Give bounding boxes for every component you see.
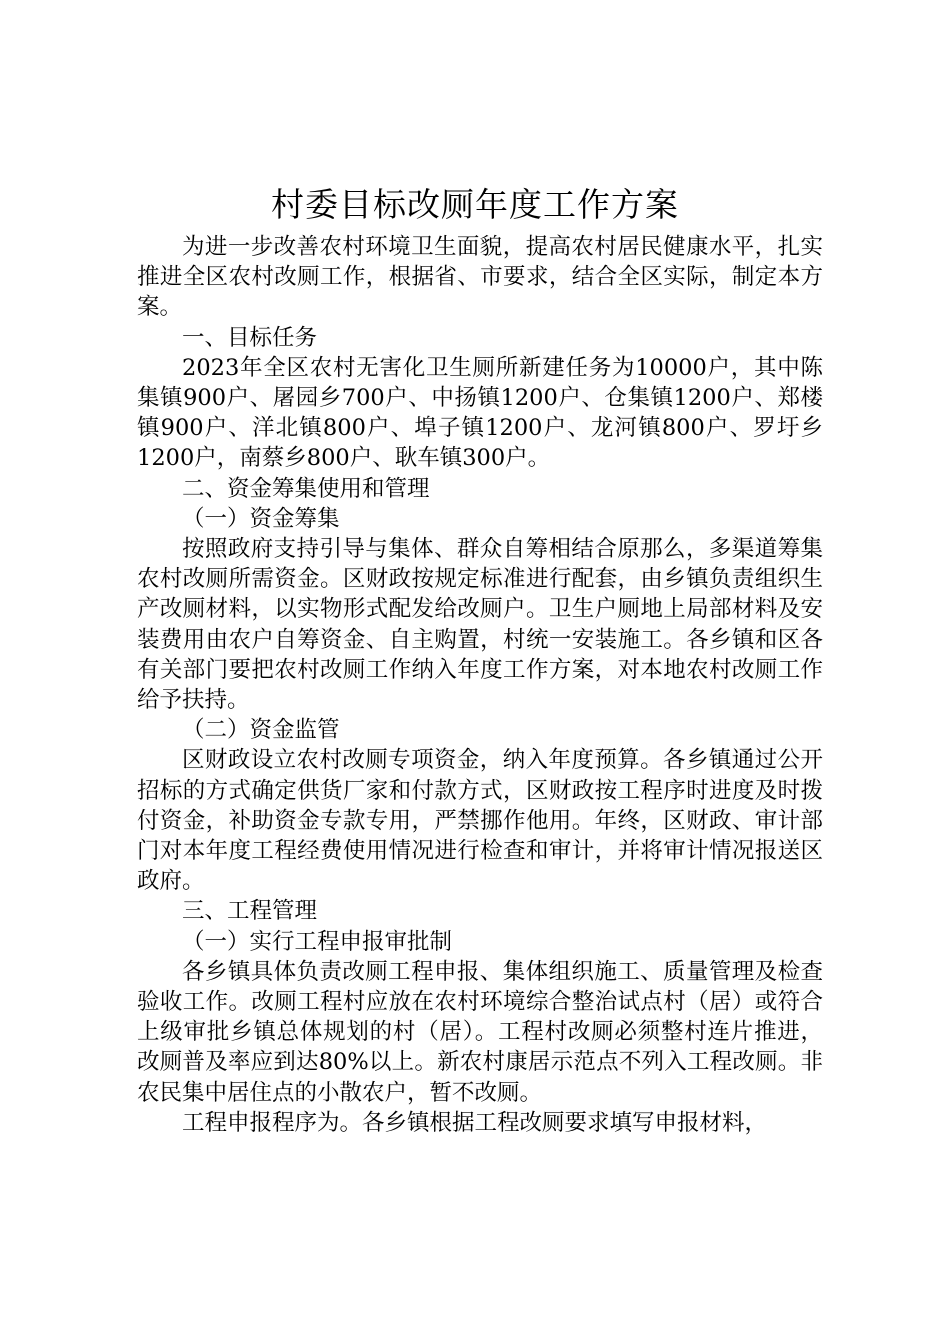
subheading-approval-system: （一）实行工程申报审批制 [182,928,453,955]
document-body [137,232,823,1138]
subheading-fund-supervision: （二）资金监管 [182,717,340,744]
heading-funds: 二、资金筹集使用和管理 [182,475,430,502]
heading-targets: 一、目标任务 [182,324,318,351]
heading-project-management: 三、工程管理 [182,898,318,925]
paragraph-fund-raising: 按照政府支持引导与集体、群众自筹相结合原那么，多渠道筹集农村改厕所需资金。区财政按规定标准进行配套，由乡镇负责组织生产改厕材料，以实物形式配发给改厕户。卫生户厕地上局部材料及安装费用由农户自筹资金、自主购置，村统一安装施工。各乡镇和区各有关部门要把农村改厕工作纳入年度工作方案，对本地农村改厕工作给予扶持。 [137,536,823,714]
document-title: 村委目标改厕年度工作方案 [271,185,679,224]
paragraph-approval-system: 各乡镇具体负责改厕工程申报、集体组织施工、质量管理及检查验收工作。改厕工程村应放在农村环境综合整治试点村（居）或符合上级审批乡镇总体规划的村（居）。工程村改厕必须整村连片推进，改厕普及率应到达80%以上。新农村康居示范点不列入工程改厕。非农民集中居住点的小散农户，暂不改厕。 [137,958,823,1106]
paragraph-intro: 为进一步改善农村环境卫生面貌，提高农村居民健康水平，扎实推进全区农村改厕工作，根据省、市要求，结合全区实际，制定本方案。 [137,234,823,321]
paragraph-fund-supervision: 区财政设立农村改厕专项资金，纳入年度预算。各乡镇通过公开招标的方式确定供货厂家和付款方式，区财政按工程序时进度及时拨付资金，补助资金专款专用，严禁挪作他用。年终，区财政、审计部门对本年度工程经费使用情况进行检查和审计，并将审计情况报送区政府。 [137,747,823,895]
paragraph-targets: 2023年全区农村无害化卫生厕所新建任务为10000户，其中陈集镇900户、屠园乡700户、中扬镇1200户、仓集镇1200户、郑楼镇900户、洋北镇800户、埠子镇1200户、龙河镇800户、罗圩乡1200户，南蔡乡800户、耿车镇300户。 [137,354,823,472]
subheading-fund-raising: （一）资金筹集 [182,505,340,532]
paragraph-application-procedure: 工程申报程序为。各乡镇根据工程改厕要求填写申报材料， [182,1109,768,1136]
